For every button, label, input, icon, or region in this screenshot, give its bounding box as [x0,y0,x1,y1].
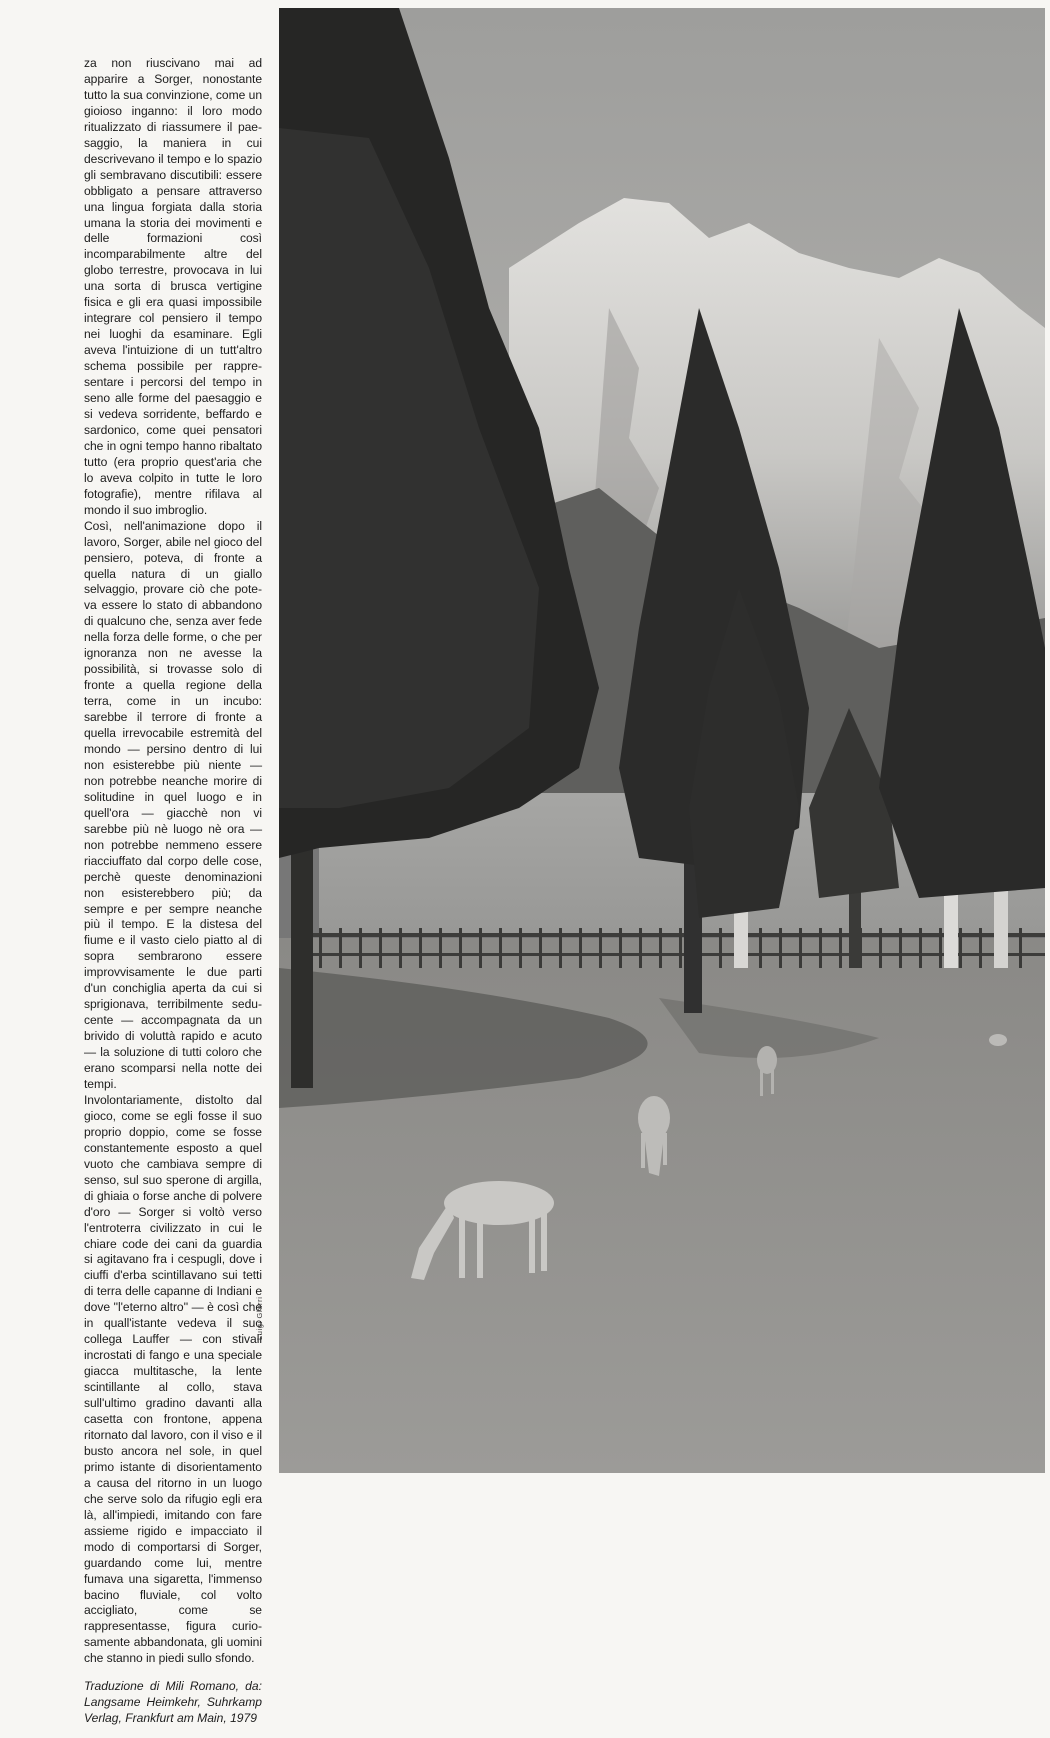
translation-credit: Traduzione di Mili Romano, da: Langsame Heimkehr, Suhrkamp Verlag, Frankfurt am Main, 1979 [84,1679,262,1726]
paragraph-1: za non riuscivano mai ad apparire a Sorger, nonostante tutto la sua convinzione, come un gioioso inganno: il loro modo ritualizzato di riassumere il paesaggio, la maniera in cui descrivevano il tempo e lo spazio gli sembravano discutibili: essere obbligato a pensare attraverso una lingua forgiata dalla storia umana la storia dei movimenti e delle formazioni così incomparabilmente altre del globo terrestre, provocava in lui una sorta di brusca vertigine fisica e gli era quasi impossibile integrare col pensiero il tempo nei luoghi da esaminare. Egli aveva l'intuizione di un tutt'altro schema possibile per rappresentare i percorsi del tempo in seno alle forme del paesaggio e si vedeva sorridente, beffardo e sardonico, come quei pensatori che in ogni tempo hanno ribaltato tutto (era proprio quest'aria che lo aveva colpito in tutte le loro fotografie), mentre rifilava al mondo il suo imbroglio. [84,56,262,517]
distant-animal [989,1034,1007,1046]
photo-credit: Luigi Ghirri [255,1296,264,1340]
paragraph-3: Involontariamente, distolto dal gioco, come se egli fosse il suo proprio doppio, come se fosse constantemente esposto a quel vuoto che cambiava sempre di senso, sul suo sperone di argilla, di ghiaia o forse anche di polvere d'oro — Sorger si voltò verso l'entroterra civilizzato in cui le chiare code dei cani da guardia si agitavano fra i cespugli, dove i ciuffi d'erba scintillavano sui tetti di terra delle capanne di Indiani e dove ''l'eterno altro'' — è così che in quall'istante vedeva il suo collega Lauffer — con stivali incrostati di fango e una speciale giacca multitasche, la lente scintillante al collo, stava sull'ultimo gradino davanti alla casetta con frontone, appena ritornato dal lavoro, con il viso e il busto ancora nel sole, in quel primo istante di disorientamento a causa del ritorno in un luogo che serve solo da rifugio egli era là, all'impiedi, imitando con fare assieme rigido e impacciato il modo di comportarsi di Sorger, guardando come lui, mentre fumava una sigaretta, l'immenso bacino fluviale, col volto accigliato, come se rappresentasse, figura curiosamente abbandonata, gli uomini che stanno in piedi sullo sfondo. [84,1092,262,1666]
paragraph-2: Così, nell'animazione dopo il lavoro, Sorger, abile nel gioco del pensiero, poteva, di fronte a quella natura di un giallo selvaggio, provare ciò che poteva essere lo stato di abbandono di qualcuno che, senza aver fede nella forza delle forme, o che per ignoranza non ne avesse la possibilità, si trovasse solo di fronte a quella regione della terra, come in un incubo: sarebbe il terrore di fronte a quella irrevocabile estremità del mondo — persino dentro di lui non esisterebbe più niente — non potrebbe neanche morire di solitudine in quel luogo e in quell'ora — giacchè non vi sarebbe più nè luogo nè ora — non potrebbe nemmeno essere riacciuffato dal corpo delle cose, perchè queste denominazioni non esisterebbero più; da sempre e per sempre neanche più il tempo. E la distesa del fiume e il vasto cielo piatto al di sopra sembrarono essere improvvisamente le due parti d'un conchiglia aperta da cui si sprigionava, terribilmente seducente — accompagnata da un brivido di voluttà rapido e acuto — la soluzione di tutti coloro che erano scomparsi nella notte dei tempi. [84,518,262,1091]
deer-middle [638,1096,670,1176]
article-text-column [84,56,262,1738]
photo-illustration [279,8,1045,1473]
landscape-photograph [279,8,1045,1473]
